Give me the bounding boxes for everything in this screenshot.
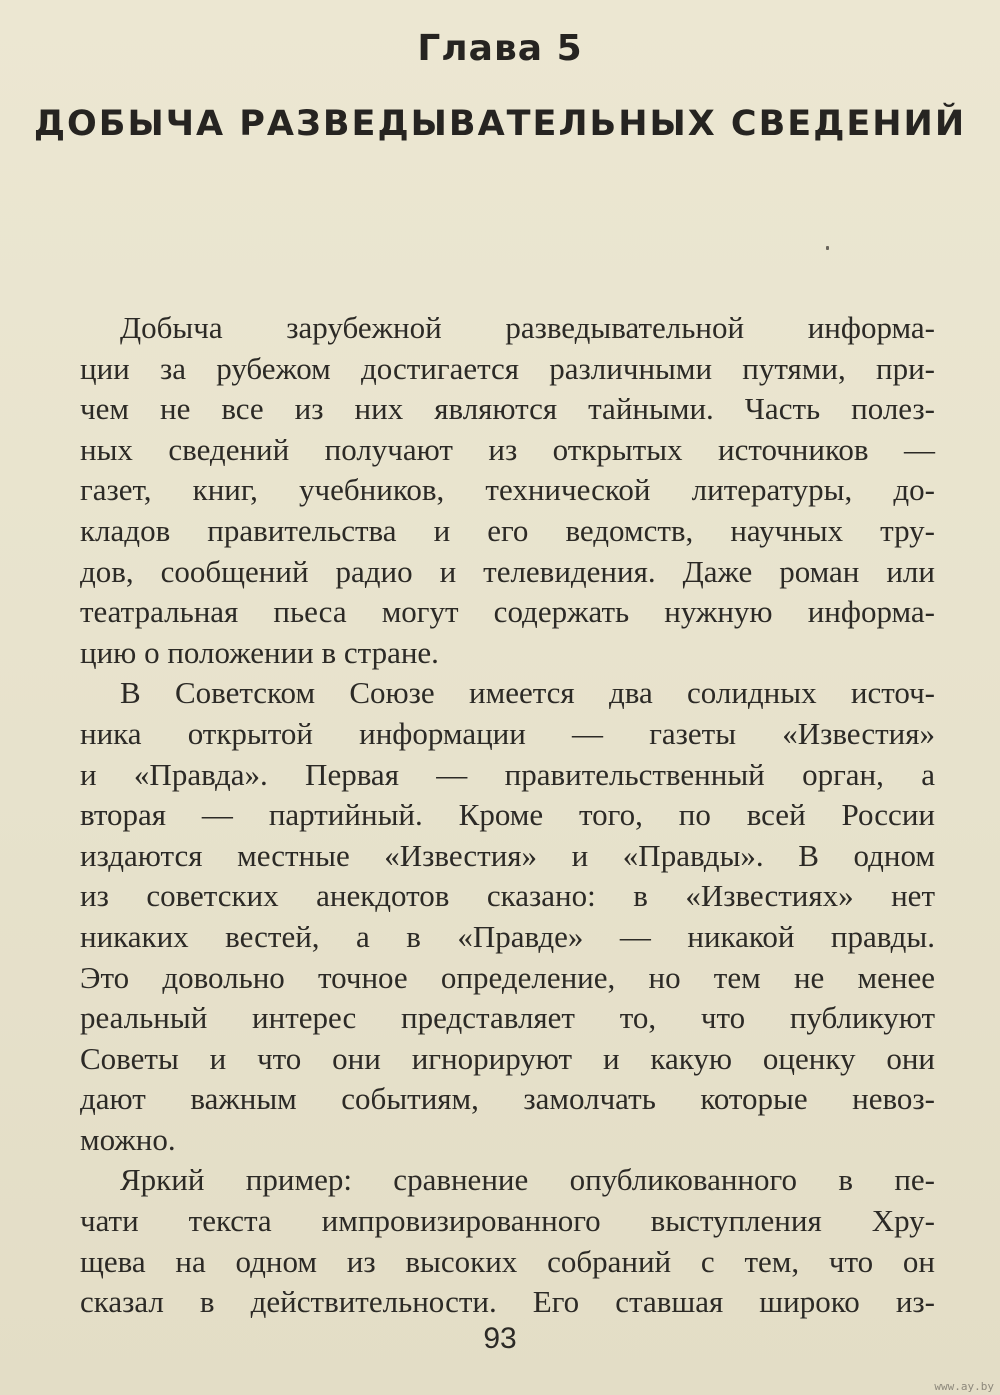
text-line: газет, книг, учебников, технической литературы, до-	[80, 472, 935, 508]
text-line: никаких вестей, а в «Правде» — никакой правды.	[80, 918, 935, 954]
text-line: В Советском Союзе имеется два солидных источ-	[120, 675, 935, 711]
text-line: Добыча зарубежной разведывательной информа-	[120, 310, 935, 345]
text-line: кладов правительства и его ведомств, научных тру-	[80, 512, 935, 548]
text-line: издаются местные «Известия» и «Правды». В одном	[80, 837, 935, 873]
text-line: чати текста импровизированного выступления Хру-	[80, 1203, 935, 1239]
text-line: Это довольно точное определение, но тем не менее	[80, 959, 935, 995]
text-line: чем не все из них являются тайными. Часть полез-	[80, 391, 935, 427]
text-line: из советских анекдотов сказано: в «Известиях» нет	[80, 878, 935, 914]
text-line: реальный интерес представляет то, что публикуют	[80, 1000, 935, 1036]
text-line: театральная пьеса могут содержать нужную информа-	[80, 594, 935, 630]
page-number: 93	[483, 1322, 517, 1355]
text-line: Яркий пример: сравнение опубликованного в пе-	[120, 1162, 935, 1198]
text-line: и «Правда». Первая — правительственный орган, а	[80, 756, 935, 792]
text-line: ции за рубежом достигается различными путями, при-	[80, 350, 935, 386]
text-line: дают важным событиям, замолчать которые невоз-	[80, 1081, 935, 1117]
text-line: дов, сообщений радио и телевидения. Даже роман или	[80, 553, 935, 589]
text-line: ника открытой информации — газеты «Известия»	[80, 715, 935, 751]
text-line: ных сведений получают из открытых источников —	[80, 431, 935, 467]
text-line: цию о положении в стране.	[80, 634, 439, 670]
watermark: www.ay.by	[934, 1380, 994, 1393]
print-speck	[826, 246, 829, 250]
body-text	[80, 308, 935, 1323]
chapter-label: Глава 5	[417, 28, 583, 69]
text-line: Советы и что они игнорируют и какую оценку они	[80, 1040, 935, 1076]
text-line: можно.	[80, 1121, 176, 1157]
text-line: вторая — партийный. Кроме того, по всей России	[80, 797, 935, 833]
chapter-title: ДОБЫЧА РАЗВЕДЫВАТЕЛЬНЫХ СВЕДЕНИЙ	[33, 104, 967, 144]
text-line: щева на одном из высоких собраний с тем, что он	[80, 1243, 935, 1279]
text-line: сказал в действительности. Его ставшая широко из-	[80, 1284, 935, 1320]
